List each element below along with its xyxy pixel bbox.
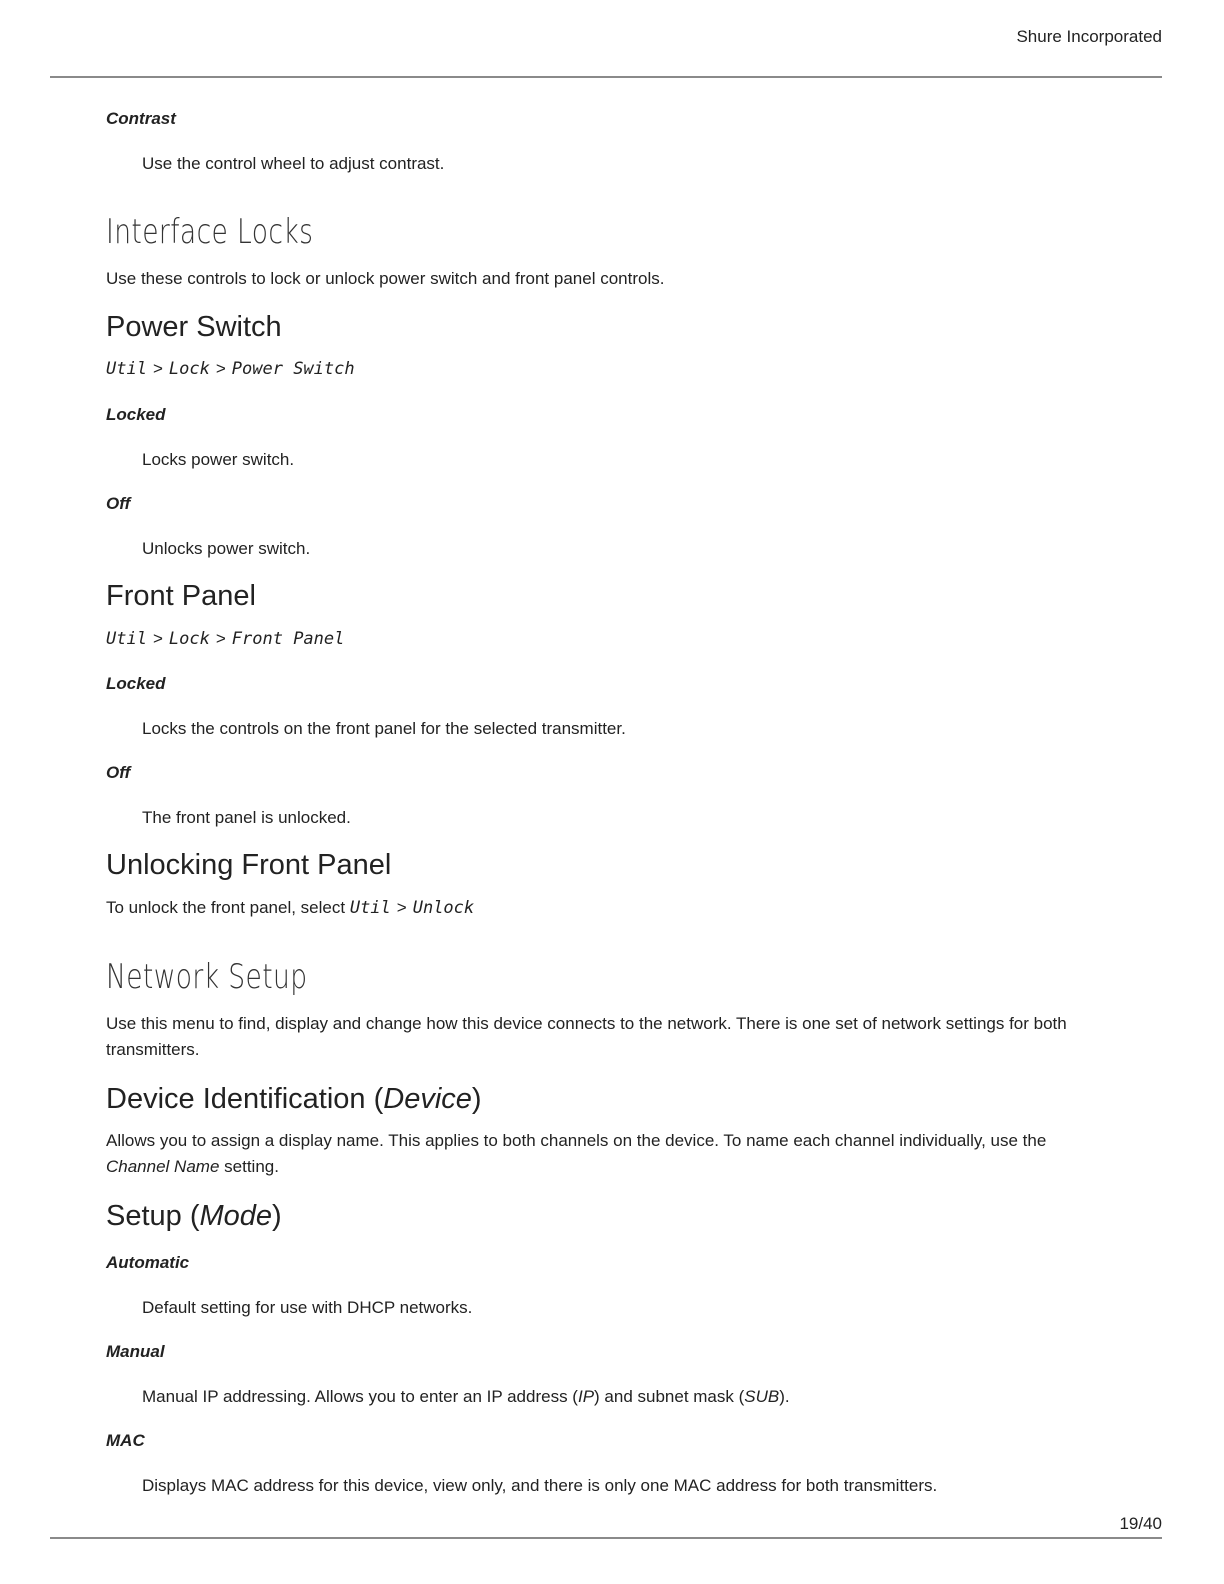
power-switch-heading: Power Switch (106, 311, 282, 343)
header-divider (50, 76, 1162, 78)
front-off-desc: The front panel is unlocked. (142, 808, 351, 827)
network-setup-heading: Network Setup (106, 957, 308, 997)
network-setup-intro: Use this menu to find, display and change how this device connects to the network. There is one set of network settings for both transmitters. (106, 1014, 1067, 1059)
power-locked-desc: Locks power switch. (142, 450, 295, 469)
path-lock: Lock (168, 359, 210, 379)
ip-label: IP (577, 1387, 595, 1406)
unlocking-instruction: To unlock the front panel, select Util > Unlock (106, 898, 475, 918)
device-text: Allows you to assign a display name. This applies to both channels on the device. To name each channel individually, use the (106, 1131, 1047, 1150)
heading-text-end: ) (471, 1083, 482, 1115)
device-identification-text (106, 1128, 1106, 1180)
mac-desc: Displays MAC address for this device, view only, and there is only one MAC address for both transmitters. (142, 1476, 938, 1495)
channel-name-setting: Channel Name (106, 1157, 220, 1176)
power-switch-menu-path: Util > Lock > Power Switch (106, 359, 355, 379)
manual-text-end: ). (779, 1387, 790, 1406)
path-unlock: Unlock (412, 898, 475, 918)
contrast-desc: Use the control wheel to adjust contrast. (142, 154, 445, 173)
manual-text-mid: ) and subnet mask ( (594, 1387, 745, 1406)
manual-text: Manual IP addressing. Allows you to enter an IP address ( (142, 1387, 578, 1406)
front-locked-desc: Locks the controls on the front panel for the selected transmitter. (142, 719, 626, 738)
setup-mode-heading (106, 1200, 282, 1233)
heading-text: Setup ( (106, 1200, 200, 1232)
unlocking-front-panel-heading: Unlocking Front Panel (106, 849, 392, 881)
interface-locks-intro: Use these controls to lock or unlock power switch and front panel controls. (106, 269, 665, 288)
path-util: Util (106, 629, 147, 649)
contrast-term: Contrast (106, 109, 176, 128)
power-off-term: Off (106, 494, 131, 513)
front-off-term: Off (106, 763, 131, 782)
manual-term: Manual (106, 1342, 165, 1361)
heading-emphasis: Device (383, 1083, 472, 1115)
front-panel-heading: Front Panel (106, 580, 256, 612)
path-util: Util (106, 359, 147, 379)
path-power-switch: Power Switch (231, 359, 355, 379)
path-util: Util (349, 898, 391, 918)
automatic-term: Automatic (106, 1253, 190, 1272)
automatic-desc: Default setting for use with DHCP networks. (142, 1298, 473, 1317)
power-off-desc: Unlocks power switch. (142, 539, 311, 558)
device-identification-heading (106, 1083, 482, 1116)
sub-label: SUB (744, 1387, 780, 1406)
front-locked-term: Locked (106, 674, 166, 693)
heading-text-end: ) (272, 1200, 282, 1232)
device-text-end: setting. (224, 1157, 279, 1176)
heading-emphasis: Mode (199, 1200, 273, 1232)
power-locked-term: Locked (106, 405, 166, 424)
path-front-panel: Front Panel (231, 629, 345, 649)
interface-locks-heading: Interface Locks (106, 212, 314, 252)
footer-divider (50, 1537, 1162, 1539)
header-company: Shure Incorporated (1016, 27, 1162, 46)
mac-term: MAC (106, 1431, 145, 1450)
heading-text: Device Identification ( (106, 1083, 384, 1115)
unlocking-text: To unlock the front panel, select (106, 898, 346, 917)
front-panel-menu-path: Util > Lock > Front Panel (106, 629, 345, 649)
page-number: 19/40 (1119, 1514, 1162, 1533)
manual-desc (142, 1387, 790, 1407)
path-lock: Lock (168, 629, 210, 649)
